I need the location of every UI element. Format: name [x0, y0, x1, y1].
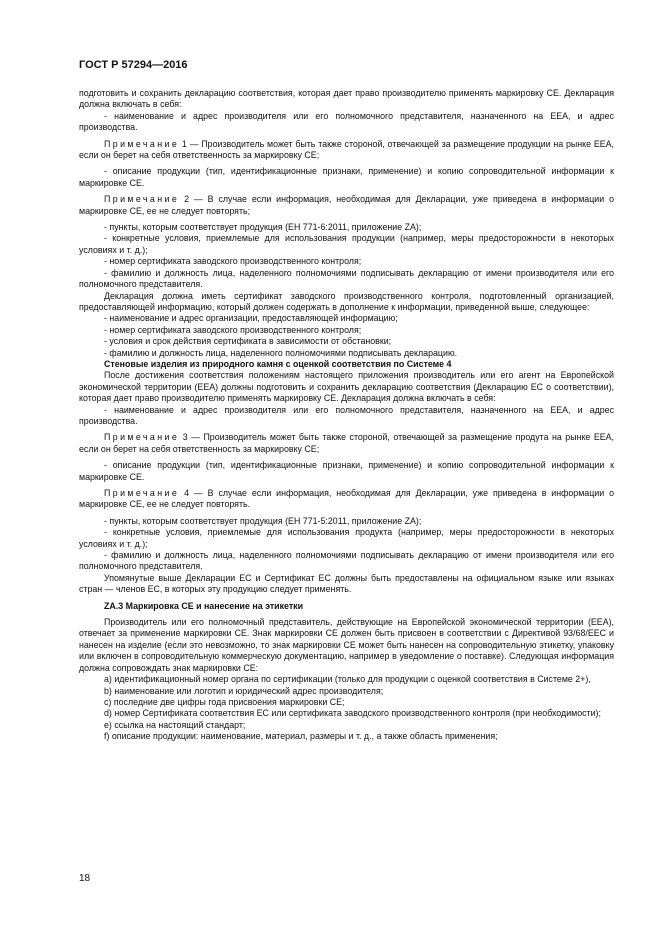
- section-heading: Стеновые изделия из природного камня с оценкой соответствия по Системе 4: [104, 358, 452, 369]
- note-text: 3 — Производитель может быть также стороной, отвечающей за размещение продута на рынке ЕЕА, если он берет на себя ответственность за маркировку СЕ;: [79, 432, 614, 454]
- paragraph: Производитель или его полномочный представитель, действующие на Европейской экономической территории (ЕЕА), отвечает за применение маркировки СЕ. Знак маркировки СЕ должен быть присвоен в соответствии с Директивой 93/68/ЕЕС и нанесен на изделие (если это невозможно, то знак маркировки СЕ может быть нанесен на сопроводительную этикетку, упаковку или включен в сопроводительную коммерческую документацию, например в уведомление о поставке). Следующая информация должна сопровождать знак маркировки СЕ:: [79, 617, 614, 673]
- list-item: - описание продукции (тип, идентификационные признаки, применение) и копию сопроводительной информации к маркировке СЕ.: [79, 460, 614, 482]
- list-item: - пункты, которым соответствует продукция (ЕН 771-6:2011, приложение ZA);: [104, 222, 422, 233]
- list-item: - наименование и адрес производителя или его полномочного представителя, назначенного на ЕЕА, и адрес производства.: [79, 404, 614, 426]
- list-item: - описание продукции (тип, идентификационные признаки, применение) и копию сопроводительной информации к маркировке СЕ.: [79, 166, 614, 188]
- paragraph: После достижения соответствия положениям настоящего приложения производитель или его агент на Европейской экономической территории (ЕЕА) должны подготовить и сохранить декларацию соответствия (Декларацию ЕС о соответствии), которая дает право производителю применять маркировку СЕ. Декларация должна включать в себя:: [79, 370, 614, 404]
- list-item: - фамилию и должность лица, наделенного полномочиями подписывать декларацию от имени производителя или его полномочного представителя.: [79, 267, 614, 290]
- page-number: 18: [79, 873, 91, 884]
- list-item: - номер сертификата заводского производственного контроля;: [104, 256, 362, 267]
- note: [79, 194, 614, 217]
- note-label: Примечание: [104, 138, 180, 149]
- paragraph: подготовить и сохранить декларацию соответствия, которая дает право производителю применять маркировку СЕ. Декларация должна включать в себя:: [79, 88, 614, 110]
- list-item: - фамилию и должность лица, наделенного полномочиями подписывать декларацию.: [104, 347, 458, 358]
- list-item: - наименование и адрес организации, предоставляющей информацию;: [104, 313, 398, 324]
- list-item: - конкретные условия, приемлемые для использования продукта (например, меры предосторожности в некоторых условиях и т. д.);: [79, 527, 614, 549]
- list-item: - пункты, которым соответствует продукция (ЕН 771-5:2011, приложение ZA);: [104, 515, 422, 526]
- note-label: Примечание: [104, 488, 180, 498]
- list-item: c) последние две цифры года присвоения маркировки СЕ;: [104, 696, 345, 707]
- list-item: - конкретные условия, приемлемые для использования продукции (например, меры предосторожности в некоторых условиях и т. д.);: [79, 233, 614, 255]
- standard-header: ГОСТ Р 57294—2016: [79, 59, 188, 71]
- list-item: - номер сертификата заводского производственного контроля;: [104, 324, 362, 335]
- note-text: 4 — В случае если информация, необходимая для Декларации, уже приведена в информации о маркировке СЕ, ее не следует повторять.: [79, 488, 614, 510]
- note: [79, 432, 614, 455]
- list-item: - наименование и адрес производителя или его полномочного представителя, назначенного на ЕЕА, и адрес производства.: [79, 110, 614, 133]
- list-item: d) номер Сертификата соответствия ЕС или сертификата заводского производственного контроля (при необходимости);: [104, 708, 601, 719]
- note-label: Примечание: [104, 432, 180, 443]
- list-item: - фамилию и должность лица, наделенного полномочиями подписывать декларацию от имени производителя или его полномочного представителя.: [79, 550, 614, 572]
- note: [79, 139, 614, 162]
- document-body: [79, 88, 614, 743]
- note-text: 2 — В случае если информация, необходимая для Декларации, уже приведена в информации о маркировке СЕ, ее не следует повторять;: [79, 194, 614, 216]
- note: [79, 488, 614, 511]
- list-item: f) описание продукции: наименование, материал, размеры и т. д., а также область применения;: [104, 731, 498, 742]
- section-heading: ZA.3 Маркировка СЕ и нанесение на этикетки: [104, 600, 304, 611]
- list-item: e) ссылка на настоящий стандарт;: [104, 719, 246, 730]
- note-text: 1 — Производитель может быть также стороной, отвечающей за размещение продукции на рынке ЕЕА, если он берет на себя ответственность за маркировку СЕ;: [79, 138, 614, 161]
- note-label: Примечание: [104, 194, 180, 205]
- list-item: a) идентификационный номер органа по сертификации (только для продукции с оценкой соответствия в Системе 2+),: [104, 674, 591, 685]
- paragraph: Декларация должна иметь сертификат заводского производственного контроля, подготовленный организацией, предоставляющей информацию, который должен содержать в дополнение к информации, приведенной выше, следующее:: [79, 290, 614, 312]
- paragraph: Упомянутые выше Декларации ЕС и Сертификат ЕС должны быть предоставлены на официальном языке или языках стран — членов ЕС, в которых эту продукцию следует применять.: [79, 572, 614, 595]
- list-item: b) наименование или логотип и юридический адрес производителя;: [104, 685, 384, 696]
- list-item: - условия и срок действия сертификата в зависимости от обстановки;: [104, 336, 392, 347]
